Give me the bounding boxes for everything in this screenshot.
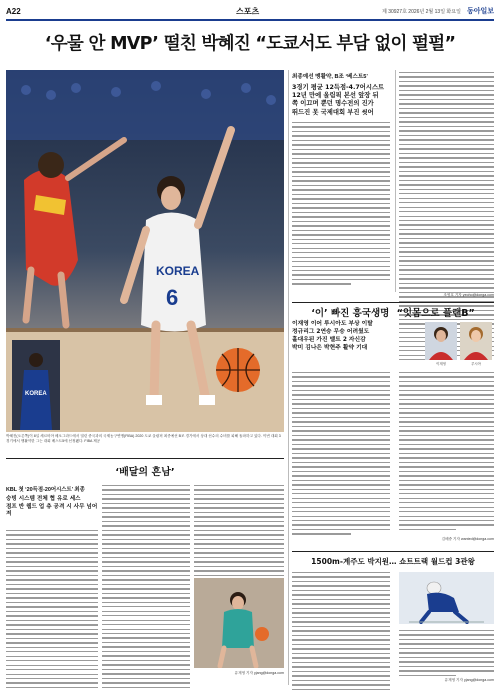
- bottom-left-rule: [6, 458, 284, 459]
- basketball-photo-illustration: [6, 70, 284, 432]
- side-box-title-top: ‘이’ 빠진 흥국생명: [311, 308, 390, 319]
- issue-date: 제 30927호 2026년 2월 13일 화요일: [381, 8, 461, 15]
- side-subhead-4: 박미 김나은 박현주 활약 기대: [292, 345, 368, 351]
- column-divider: [395, 70, 396, 292]
- main-story-body-col2: [396, 72, 494, 363]
- bottom-right-rule: [292, 551, 494, 552]
- masthead: [6, 4, 494, 18]
- bottom-left-subheads: [6, 496, 98, 519]
- bottom-right-body-col1: [292, 572, 390, 691]
- side-subhead-2: 정규리그 2연승 무승 어려웠도: [292, 329, 370, 335]
- main-story-subheads: [292, 84, 392, 117]
- side-subhead-1: 이재영 이어 루시아도 부상 이탈: [292, 321, 373, 327]
- bottom-left-body-col1: [6, 530, 98, 691]
- side-box-headline: [292, 305, 494, 319]
- main-photo: [6, 70, 284, 432]
- bottom-right-photo: [399, 572, 494, 624]
- player-photo-lee: [425, 322, 457, 360]
- jersey-text: KOREA: [156, 264, 200, 278]
- main-subhead-4: 뛰드진 못 국제대회 부진 씻어: [292, 108, 374, 116]
- bottom-right-body-col2: [399, 630, 494, 679]
- side-box-body-col2: [399, 372, 494, 533]
- main-subhead-2: 12년 만에 올림픽 본선 앞장 뒤: [292, 92, 379, 100]
- side-subhead-3: 홀대우된 가진 밸트 2 자신감: [292, 337, 366, 343]
- bottom-left-headline: ‘배달의 흔남’: [115, 467, 175, 478]
- page-headline: ‘우물 안 MVP’ 떨친 박혜진 “도쿄서도 부담 없이 펄펄”: [44, 34, 456, 54]
- player-photo-lucia: [460, 322, 492, 360]
- bottom-right-headline: 1500m-계주도 박지원… 쇼트트랙 월드컵 3관왕: [311, 557, 475, 566]
- bottom-left-kicker: KBL 첫 ‘20득점-20어시스트’ 최종: [6, 487, 85, 493]
- bottom-left-subhead-1: 숭빙 시스템 전체 협 유로 세스: [6, 496, 81, 502]
- bottom-right-email: 유재영 기자 yjang@donga.com: [444, 678, 494, 682]
- side-box-email: 김배중 기자 wanted@donga.com: [441, 537, 494, 541]
- page-column-divider: [288, 70, 289, 685]
- main-story-email: 조영호 기자 yeoho@donga.com: [443, 293, 494, 297]
- side-box-body-col1: [292, 372, 390, 538]
- newspaper-logo: 동아일보: [466, 8, 494, 15]
- svg-text:KOREA: KOREA: [25, 391, 47, 397]
- bottom-left-email: 유재영 기자 yjang@donga.com: [234, 671, 284, 675]
- player-caption-lee: 이재영: [436, 362, 446, 366]
- side-box-title-bottom: “잇몸으로 플랜B”: [396, 308, 475, 319]
- main-subhead-3: 쪽 이끄며 뿐던 명수전의 진가: [292, 100, 374, 108]
- main-subhead-1: 3경기 평균 12득점-4.7어시스트: [292, 84, 385, 91]
- main-story-body-col1: [292, 122, 390, 288]
- bottom-left-subhead-2: 점프 반 웹드 업 츄 공격 시 사무 넘어져: [6, 503, 98, 518]
- side-box-rule: [292, 302, 494, 303]
- side-box-subheads: [292, 320, 412, 352]
- section-label: 스포츠: [236, 6, 260, 16]
- jersey-number: 6: [166, 285, 179, 310]
- main-photo-caption: 박혜진(오른쪽)이 8일 세르비아 베오그라드에서 열린 중국과의 국제농구연맹(FIBA) 2020 도쿄 올림픽 최종예선 B조 경기에서 상대 선수의 수비를 피해 돌파하고 있다. 이번 대회 3경기에서 맹활약한 그는 대회 베스트5에 선정됐다. FIBA 제공: [6, 434, 281, 443]
- bottom-left-body-col2: [102, 485, 190, 691]
- player-caption-lucia: 루시아: [471, 362, 481, 366]
- bottom-left-photo: [194, 578, 284, 668]
- page-number: A22: [6, 6, 21, 16]
- masthead-rule: [6, 19, 494, 21]
- main-story-byline: 최종예선 맹활약, B조 ‘베스트5’: [292, 74, 368, 80]
